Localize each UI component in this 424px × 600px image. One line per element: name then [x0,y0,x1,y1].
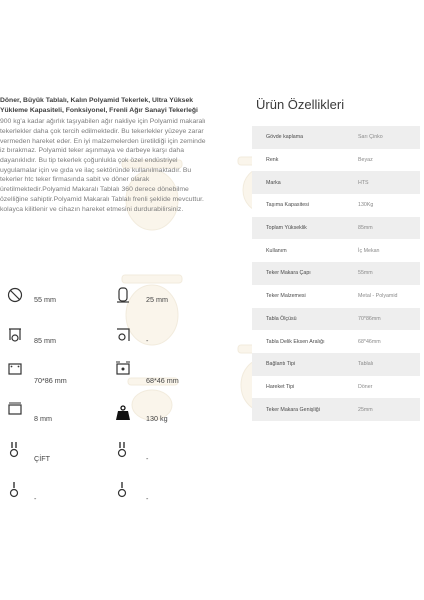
wheel-diameter-icon [6,286,24,304]
caster-icon [114,480,132,498]
spec-value: - [146,336,149,345]
spec-value: - [34,494,37,503]
table-row: Tabla Delik Eksen Aralığı 68*46mm [252,330,420,353]
description-title: Döner, Büyük Tablalı, Kalın Polyamid Tekerlek, Ultra Yüksek Yükleme Kapasiteli, Fonksiyonel, Frenli Ağır Sanayi Tekerleği [0,97,198,114]
spec-value: ÇİFT [34,454,50,463]
spec-value: 70*86 mm [34,376,67,385]
table-row: Gövde kaplama Sarı Çinko [252,126,420,149]
description-section [0,96,212,214]
total-height-icon [114,286,132,304]
spec-value: - [146,494,149,503]
wheel-width-icon [6,326,24,344]
table-row: Taşıma Kapasitesi 130Kg [252,194,420,217]
table-row: Tabla Ölçüsü 70*86mm [252,308,420,331]
product-features-table [252,126,420,421]
table-row: Teker Makara Genişliği 25mm [252,398,420,421]
table-row: Hareket Tipi Döner [252,376,420,399]
plate-width-icon [114,326,132,344]
brake-icon [6,440,24,458]
spec-value: 8 mm [34,414,52,423]
table-row: Toplam Yükseklik 85mm [252,217,420,240]
fixed-icon [6,480,24,498]
table-row: Bağlantı Tipi Tablalı [252,353,420,376]
hole-spacing-icon [114,360,132,378]
plate-size-icon [6,360,24,378]
table-row: Kullanım İç Mekan [252,239,420,262]
table-row: Teker Malzemesi Metal - Polyamid [252,285,420,308]
spec-icons-grid [0,295,212,515]
description-body: 900 kg'a kadar ağırlık taşıyabilen ağır nakliye için Polyamid makaralı tekerlekler daha çok tercih edilmektedir. Bu tekerlekler yüzeye zarar vermeden hareket eder. En iyi malzemelerden üretildiği için zeminde iz bırakmaz. Polyamid teker aşınmaya ve darbeye karşı daha dayanıklıdır. Bu tip tekerlek çoğunlukla çok özel endüstriyel uygulamalar için ve gıda ve ilaç sektöründe kullanılmaktadır. Bu tekerler htc teker firmasında sabit ve döner olarak üretilmektedir.Polyamid Makaralı Tablalı 360 derece dönebilme özelliğine sahiptir.Polyamid Makaralı Tablalı frenli şeklide mevcuttur. kolayca kilitlenir ve cihazın hareket etmesini durdurabilirsiniz. [0,118,206,213]
table-row: Renk Beyaz [252,149,420,172]
spec-value: - [146,454,149,463]
product-features-title: Ürün Özellikleri [256,97,345,112]
spec-value: 25 mm [146,295,168,304]
weight-icon [114,404,132,422]
spec-value: 85 mm [34,336,56,345]
table-row: Teker Makara Çapı 55mm [252,262,420,285]
swivel-icon [114,440,132,458]
offset-icon [6,400,24,418]
spec-value: 130 kg [146,414,168,423]
table-row: Marka HTS [252,171,420,194]
spec-value: 55 mm [34,295,56,304]
spec-value: 68*46 mm [146,376,179,385]
